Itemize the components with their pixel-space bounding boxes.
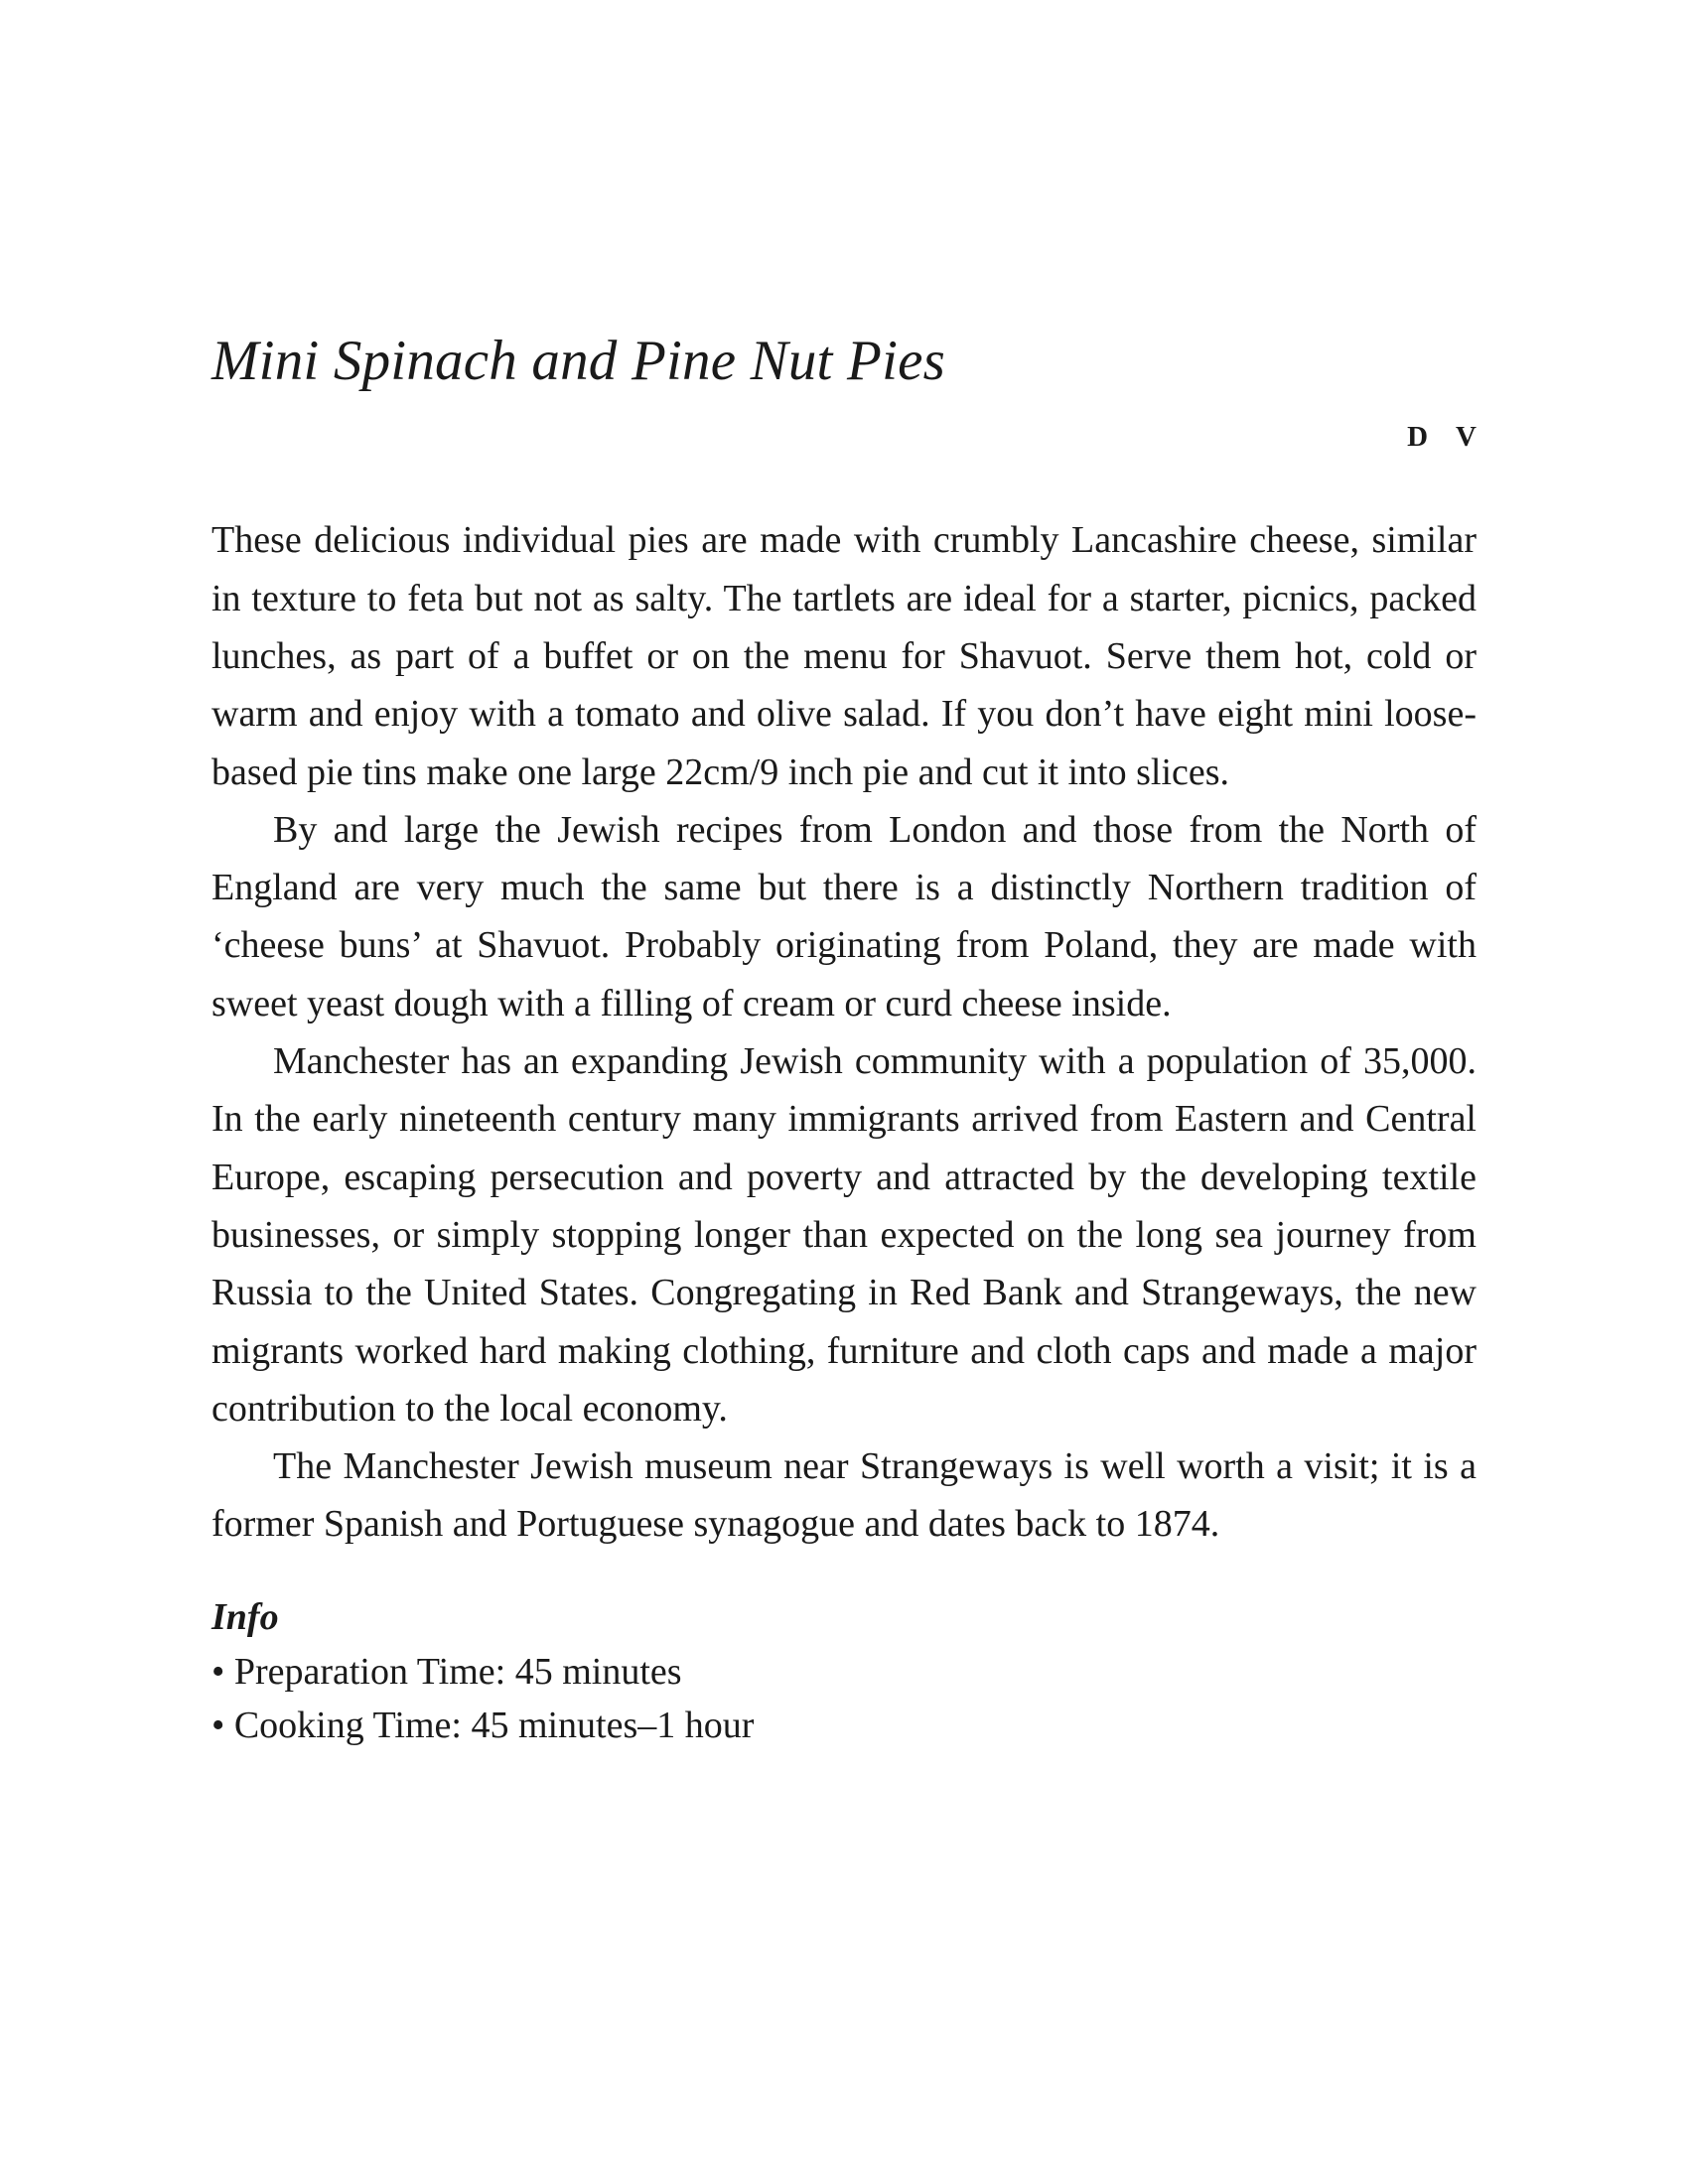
dairy-marker: D (1407, 421, 1429, 454)
recipe-page (211, 328, 1477, 1752)
intro-paragraph-1: These delicious individual pies are made with crumbly Lancashire cheese, similar in texture to feta but not as salty. The tartlets are ideal for a starter, picnics, packed lunches, as part of a buffet or on the menu for Shavuot. Serve them hot, cold or warm and enjoy with a tomato and olive salad. If you don’t have eight mini loose-based pie tins make one large 22cm/9 inch pie and cut it into slices. (211, 519, 1477, 793)
dietary-markers (211, 421, 1477, 454)
cooking-time-item: • Cooking Time: 45 minutes–1 hour (211, 1699, 1477, 1752)
intro-paragraph-2: By and large the Jewish recipes from London and those from the North of England are very much the same but there is a distinctly Northern tradition of ‘cheese buns’ at Shavuot. Probably originating from Poland, they are made with sweet yeast dough with a filling of cream or curd cheese inside. (211, 808, 1477, 1024)
recipe-title: Mini Spinach and Pine Nut Pies (211, 330, 945, 392)
preparation-time-item: • Preparation Time: 45 minutes (211, 1645, 1477, 1699)
recipe-introduction (211, 511, 1477, 1553)
info-list (211, 1645, 1477, 1752)
info-heading: Info (211, 1595, 279, 1638)
intro-paragraph-4: The Manchester Jewish museum near Strangeways is well worth a visit; it is a former Spanish and Portuguese synagogue and dates back to 1874. (211, 1445, 1477, 1546)
intro-paragraph-3: Manchester has an expanding Jewish community with a population of 35,000. In the early nineteenth century many immigrants arrived from Eastern and Central Europe, escaping persecution and poverty and attracted by the developing textile businesses, or simply stopping longer than expected on the long sea journey from Russia to the United States. Congregating in Red Bank and Strangeways, the new migrants worked hard making clothing, furniture and cloth caps and made a major contribution to the local economy. (211, 1040, 1477, 1430)
vegetarian-marker: V (1456, 421, 1477, 454)
